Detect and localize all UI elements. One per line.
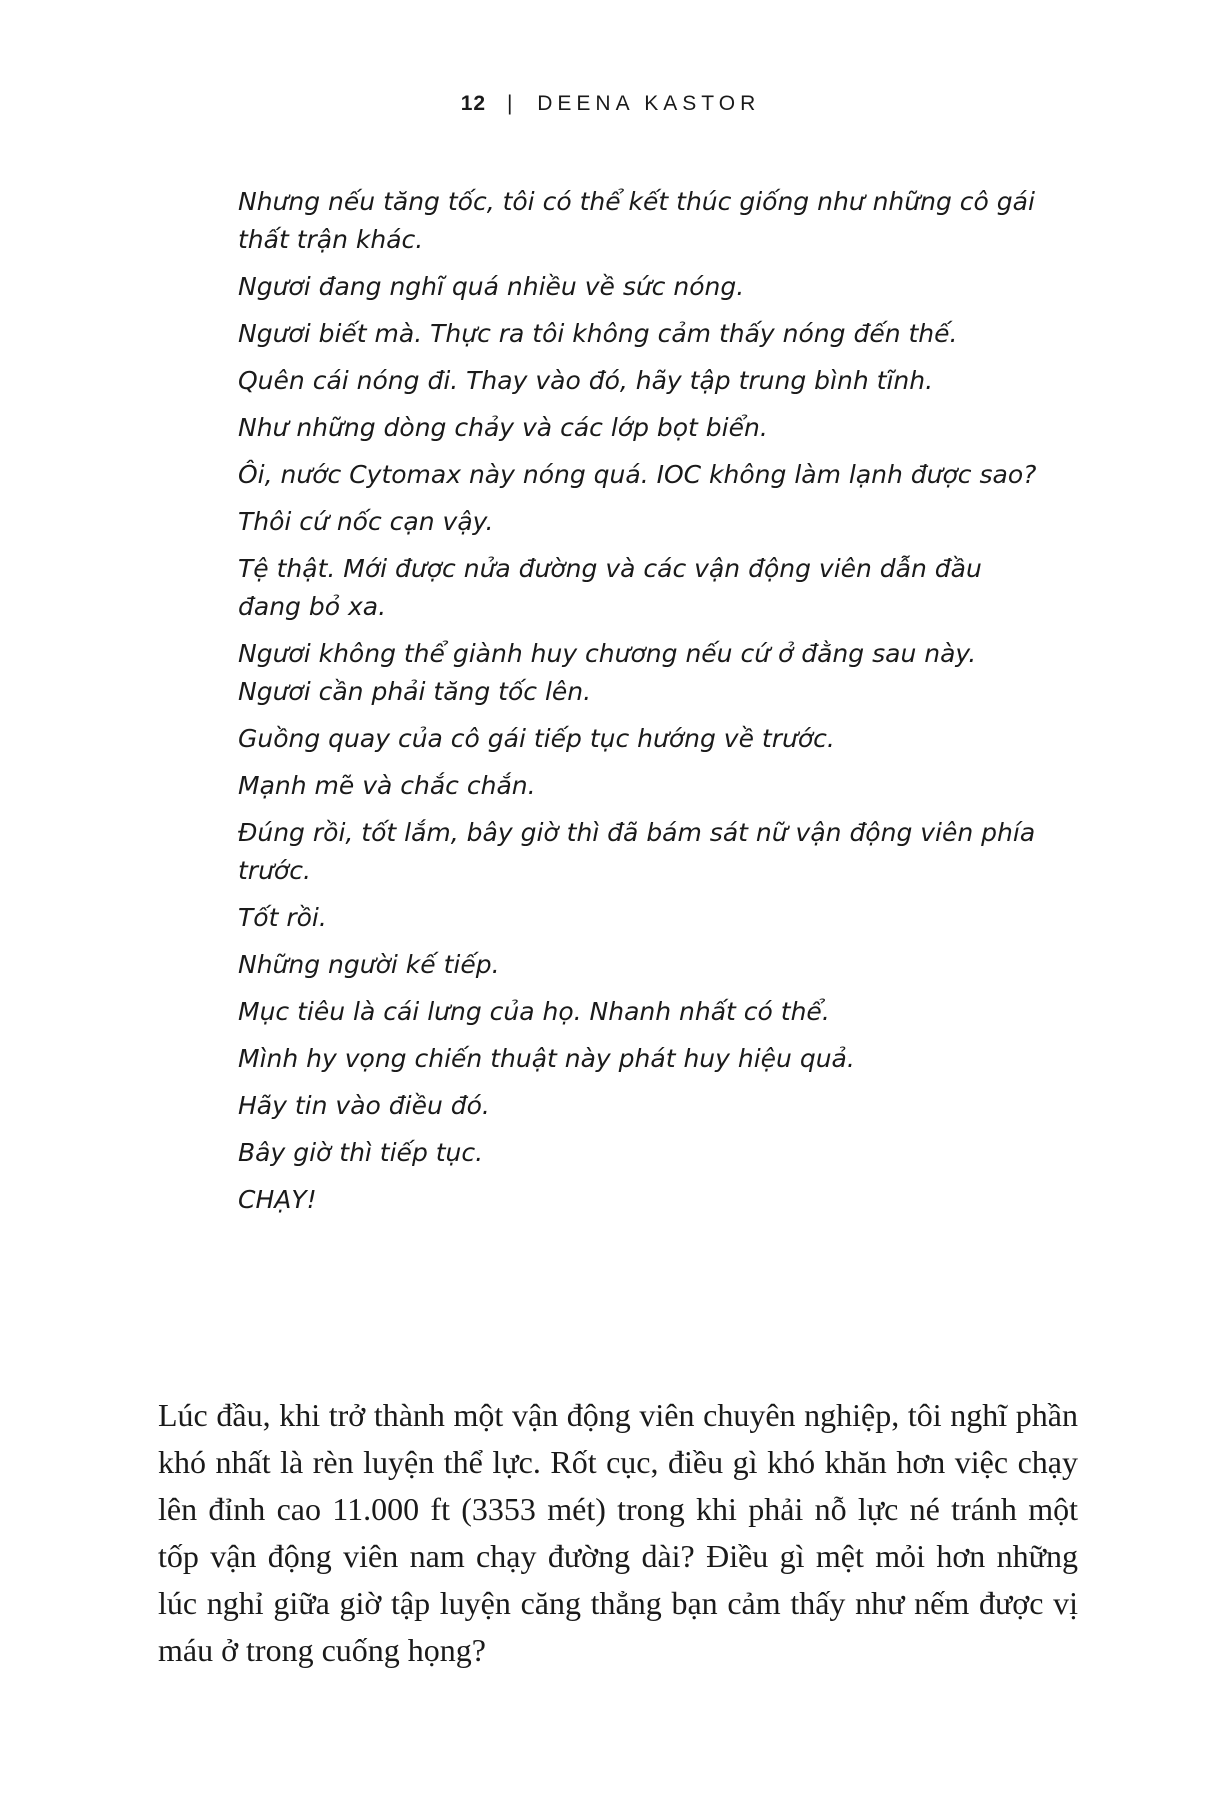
passage-line: CHẠY!	[238, 1185, 317, 1214]
passage-line: Mình hy vọng chiến thuật này phát huy hiệu quả.	[238, 1044, 855, 1073]
passage-line: Mạnh mẽ và chắc chắn.	[238, 771, 536, 800]
passage-line: Hãy tin vào điều đó.	[238, 1091, 490, 1120]
passage-line: Đúng rồi, tốt lắm, bây giờ thì đã bám sát nữ vận động viên phía trước.	[238, 818, 1036, 885]
passage-line: Mục tiêu là cái lưng của họ. Nhanh nhất có thể.	[238, 997, 830, 1026]
passage-line: Guồng quay của cô gái tiếp tục hướng về trước.	[238, 724, 835, 753]
passage-line: Như những dòng chảy và các lớp bọt biển.	[238, 413, 768, 442]
running-header	[0, 92, 1221, 116]
passage-line: Tốt rồi.	[238, 903, 327, 932]
passage-line: Ngươi biết mà. Thực ra tôi không cảm thấy nóng đến thế.	[238, 319, 958, 348]
header-separator: |	[506, 92, 513, 115]
passage-line: Thôi cứ nốc cạn vậy.	[238, 507, 494, 536]
body-paragraph: Lúc đầu, khi trở thành một vận động viên chuyên nghiệp, tôi nghĩ phần khó nhất là rèn luyện thể lực. Rốt cục, điều gì khó khăn hơn việc chạy lên đỉnh cao 11.000 ft (3353 mét) trong khi phải nỗ lực né tránh một tốp vận động viên nam chạy đường dài? Điều gì mệt mỏi hơn những lúc nghỉ giữa giờ tập luyện căng thẳng bạn cảm thấy như nếm được vị máu ở trong cuống họng?	[158, 1397, 1078, 1668]
passage-line: Ngươi đang nghĩ quá nhiều về sức nóng.	[238, 272, 745, 301]
page-number: 12	[460, 92, 487, 115]
passage-line: Những người kế tiếp.	[238, 950, 500, 979]
header-author: DEENA KASTOR	[537, 92, 761, 115]
passage-line: Bây giờ thì tiếp tục.	[238, 1138, 484, 1167]
passage-line: Nhưng nếu tăng tốc, tôi có thể kết thúc giống như những cô gái thất trận khác.	[238, 187, 1035, 254]
italic-passage	[238, 183, 1038, 1228]
passage-line: Ngươi không thể giành huy chương nếu cứ ở đằng sau này. Ngươi cần phải tăng tốc lên.	[238, 639, 977, 706]
passage-line: Quên cái nóng đi. Thay vào đó, hãy tập trung bình tĩnh.	[238, 366, 934, 395]
passage-line: Ôi, nước Cytomax này nóng quá. IOC không làm lạnh được sao?	[238, 460, 1037, 489]
passage-line: Tệ thật. Mới được nửa đường và các vận động viên dẫn đầu đang bỏ xa.	[238, 554, 982, 621]
